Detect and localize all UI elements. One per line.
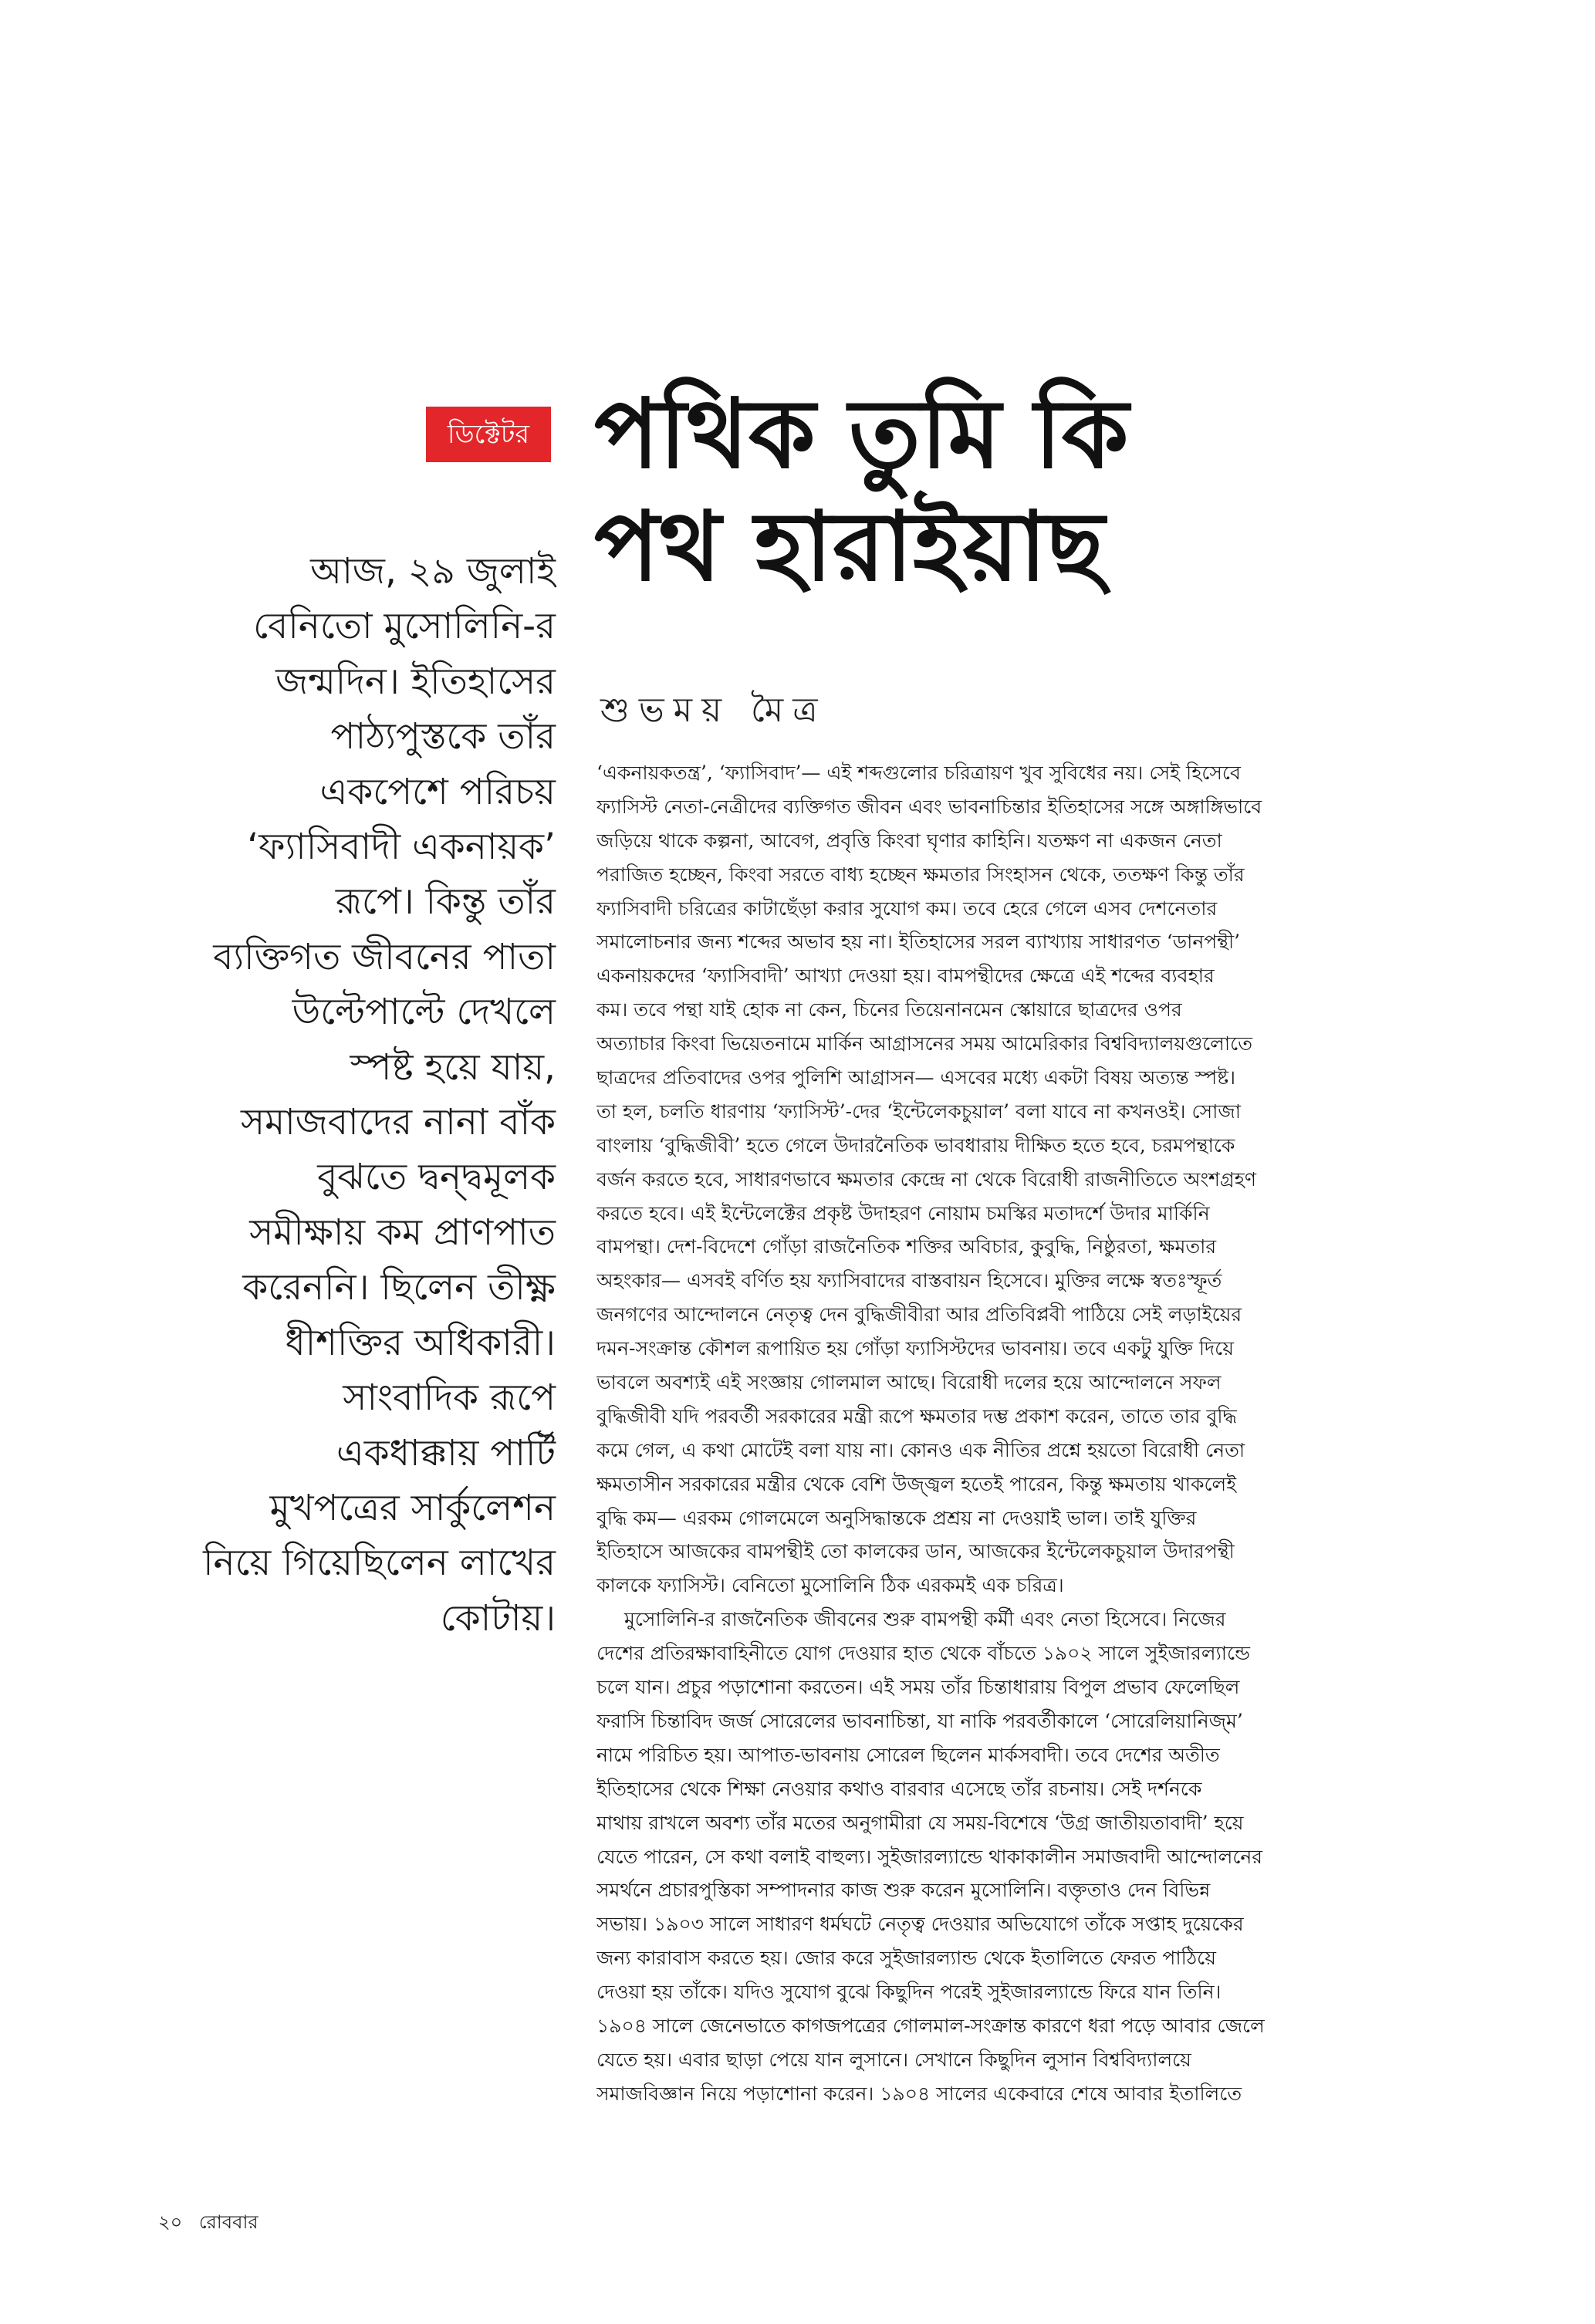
body-line: মুসোলিনি-র রাজনৈতিক জীবনের শুরু বামপন্থী কর্মী এবং নেতা হিসেবে। নিজের xyxy=(624,1608,1226,1631)
body-line: অত্যাচার কিংবা ভিয়েতনামে মার্কিন আগ্রাসনের সময় আমেরিকার বিশ্ববিদ্যালয়গুলোতে xyxy=(596,1032,1252,1056)
body-line: সমালোচনার জন্য শব্দের অভাব হয় না। ইতিহাসের সরল ব্যাখ্যায় সাধারণত ‘ডানপন্থী’ xyxy=(596,931,1241,954)
pull-quote-line: পাঠ্যপুস্তকে তাঁর xyxy=(330,715,556,758)
pull-quote-line: বুঝতে দ্বন্দ্বমূলক xyxy=(317,1156,556,1199)
headline-line-2: পথ হারাইয়াছ xyxy=(594,491,1105,603)
body-line: কম। তবে পন্থা যাই হোক না কেন, চিনের তিয়েনানমেন স্কোয়ারে ছাত্রদের ওপর xyxy=(596,998,1182,1022)
body-line: সভায়। ১৯০৩ সালে সাধারণ ধর্মঘটে নেতৃত্ব দেওয়ার অভিযোগে তাঁকে সপ্তাহ দুয়েকের xyxy=(596,1913,1244,1936)
body-line: পরাজিত হচ্ছেন, কিংবা সরতে বাধ্য হচ্ছেন ক্ষমতার সিংহাসন থেকে, ততক্ষণ কিন্তু তাঁর xyxy=(596,863,1245,886)
body-line: মাথায় রাখলে অবশ্য তাঁর মতের অনুগামীরা যে সময়-বিশেষে ‘উগ্র জাতীয়তাবাদী’ হয়ে xyxy=(596,1811,1244,1834)
body-line: দেওয়া হয় তাঁকে। যদিও সুযোগ বুঝে কিছুদিন পরেই সুইজারল্যান্ডে ফিরে যান তিনি। xyxy=(596,1981,1222,2004)
pull-quote-line: উল্টেপাল্টে দেখলে xyxy=(292,991,556,1034)
pull-quote xyxy=(116,544,556,1646)
headline-line-1: পথিক তুমি কি xyxy=(594,379,1129,490)
body-line: করতে হবে। এই ইন্টেলেক্টের প্রকৃষ্ট উদাহরণ নোয়াম চমস্কির মতাদর্শে উদার মার্কিনি xyxy=(596,1201,1210,1224)
body-line: জড়িয়ে থাকে কল্পনা, আবেগ, প্রবৃত্তি কিংবা ঘৃণার কাহিনি। যতক্ষণ না একজন নেতা xyxy=(596,829,1222,852)
body-line: চলে যান। প্রচুর পড়াশোনা করতেন। এই সময় তাঁর চিন্তাধারায় বিপুল প্রভাব ফেলেছিল xyxy=(596,1676,1240,1699)
pull-quote-line: কোটায়। xyxy=(440,1596,556,1640)
pull-quote-line: ‘ফ্যাসিবাদী একনায়ক’ xyxy=(247,826,556,869)
body-line: অহংকার— এসবই বর্ণিত হয় ফ্যাসিবাদের বাস্তবায়ন হিসেবে। মুক্তির লক্ষে স্বতঃস্ফূর্ত xyxy=(596,1269,1222,1292)
pull-quote-line: একধাক্কায় পার্টি xyxy=(336,1431,556,1474)
body-line: যেতে পারেন, সে কথা বলাই বাহুল্য। সুইজারল্যান্ডে থাকাকালীন সমাজবাদী আন্দোলনের xyxy=(596,1845,1263,1868)
pull-quote-line: সমাজবাদের নানা বাঁক xyxy=(241,1101,556,1144)
pull-quote-line: ব্যক্তিগত জীবনের পাতা xyxy=(213,935,556,978)
body-line: দেশের প্রতিরক্ষাবাহিনীতে যোগ দেওয়ার হাত থেকে বাঁচতে ১৯০২ সালে সুইজারল্যান্ডে xyxy=(596,1642,1251,1665)
body-line: বুদ্ধিজীবী যদি পরবর্তী সরকারের মন্ত্রী রূপে ক্ষমতার দম্ভ প্রকাশ করেন, তাতে তার বুদ্ধি xyxy=(596,1404,1237,1427)
pull-quote-line: বেনিতো মুসোলিনি-র xyxy=(253,605,556,648)
body-line: ভাবলে অবশ্যই এই সংজ্ঞায় গোলমাল আছে। বিরোধী দলের হয়ে আন্দোলনে সফল xyxy=(596,1371,1222,1394)
pull-quote-line: রূপে। কিন্তু তাঁর xyxy=(335,880,556,924)
pull-quote-line: একপেশে পরিচয় xyxy=(319,770,556,813)
body-line: বামপন্থা। দেশ-বিদেশে গোঁড়া রাজনৈতিক শক্তির অবিচার, কুবুদ্ধি, নিষ্ঠুরতা, ক্ষমতার xyxy=(596,1235,1217,1258)
body-line: ফ্যাসিস্ট নেতা-নেত্রীদের ব্যক্তিগত জীবন এবং ভাবনাচিন্তার ইতিহাসের সঙ্গে অঙ্গাঙ্গিভাবে xyxy=(596,795,1262,818)
author-byline: শুভময় মৈত্র xyxy=(600,691,827,730)
body-line: দমন-সংক্রান্ত কৌশল রূপায়িত হয় গোঁড়া ফ্যাসিস্টদের ভাবনায়। তবে একটু যুক্তি দিয়ে xyxy=(596,1337,1234,1360)
headline xyxy=(594,378,1482,603)
body-line: বাংলায় ‘বুদ্ধিজীবী’ হতে গেলে উদারনৈতিক ভাবধারায় দীক্ষিত হতে হবে, চরমপন্থাকে xyxy=(596,1133,1235,1157)
page-number: ২০ xyxy=(158,2211,183,2233)
body-line: ইতিহাসের থেকে শিক্ষা নেওয়ার কথাও বারবার এসেছে তাঁর রচনায়। সেই দর্শনকে xyxy=(596,1777,1202,1800)
body-line: ফরাসি চিন্তাবিদ জর্জ সোরেলের ভাবনাচিন্তা, যা নাকি পরবর্তীকালে ‘সোরেলিয়ানিজ্‌ম’ xyxy=(596,1709,1243,1732)
section-tag: ডিক্টেটর xyxy=(426,407,551,462)
body-line: বর্জন করতে হবে, সাধারণভাবে ক্ষমতার কেন্দ্রে না থেকে বিরোধী রাজনীতিতে অংশগ্রহণ xyxy=(596,1167,1256,1191)
body-line: ইতিহাসে আজকের বামপন্থীই তো কালকের ডান, আজকের ইন্টেলেকচুয়াল উদারপন্থী xyxy=(596,1540,1235,1563)
body-line: ‘একনায়কতন্ত্র’, ‘ফ্যাসিবাদ’— এই শব্দগুলোর চরিত্রায়ণ খুব সুবিধের নয়। সেই হিসেবে xyxy=(596,762,1241,784)
article-body xyxy=(596,756,1449,2111)
body-line: একনায়কদের ‘ফ্যাসিবাদী’ আখ্যা দেওয়া হয়। বামপন্থীদের ক্ষেত্রে এই শব্দের ব্যবহার xyxy=(596,964,1215,988)
pull-quote-line: আজ, ২৯ জুলাই xyxy=(310,550,556,593)
pull-quote-line: করেননি। ছিলেন তীক্ষ্ণ xyxy=(242,1266,556,1309)
body-line: কমে গেল, এ কথা মোটেই বলা যায় না। কোনও এক নীতির প্রশ্নে হয়তো বিরোধী নেতা xyxy=(596,1438,1245,1461)
pull-quote-line: নিয়ে গিয়েছিলেন লাখের xyxy=(203,1542,556,1585)
body-line: ১৯০৪ সালে জেনেভাতে কাগজপত্রের গোলমাল-সংক্রান্ত কারণে ধরা পড়ে আবার জেলে xyxy=(596,2014,1265,2037)
body-line: যেতে হয়। এবার ছাড়া পেয়ে যান লুসানে। সেখানে কিছুদিন লুসান বিশ্ববিদ্যালয়ে xyxy=(596,2048,1191,2071)
body-line: সমর্থনে প্রচারপুস্তিকা সম্পাদনার কাজ শুরু করেন মুসোলিনি। বক্তৃতাও দেন বিভিন্ন xyxy=(596,1879,1211,1902)
body-line: ফ্যাসিবাদী চরিত্রের কাটাছেঁড়া করার সুযোগ কম। তবে হেরে গেলে এসব দেশনেতার xyxy=(596,897,1218,920)
pull-quote-line: সাংবাদিক রূপে xyxy=(343,1376,556,1420)
body-line: নামে পরিচিত হয়। আপাত-ভাবনায় সোরেল ছিলেন মার্কসবাদী। তবে দেশের অতীত xyxy=(596,1743,1220,1766)
publication-name: রোববার xyxy=(198,2211,259,2233)
pull-quote-line: স্পষ্ট হয়ে যায়, xyxy=(350,1045,556,1089)
body-line: ছাত্রদের প্রতিবাদের ওপর পুলিশি আগ্রাসন— এসবের মধ্যে একটা বিষয় অত্যন্ত স্পষ্ট। xyxy=(596,1066,1236,1089)
body-line: বুদ্ধি কম— এরকম গোলমেলে অনুসিদ্ধান্তকে প্রশ্রয় না দেওয়াই ভাল। তাই যুক্তির xyxy=(596,1506,1197,1529)
body-line: তা হল, চলতি ধারণায় ‘ফ্যাসিস্ট’-দের ‘ইন্টেলেকচুয়াল’ বলা যাবে না কখনওই। সোজা xyxy=(596,1100,1241,1123)
pull-quote-line: সমীক্ষায় কম প্রাণপাত xyxy=(249,1211,556,1254)
body-line: কালকে ফ্যাসিস্ট। বেনিতো মুসোলিনি ঠিক এরকমই এক চরিত্র। xyxy=(596,1574,1064,1597)
pull-quote-line: মুখপত্রের সার্কুলেশন xyxy=(269,1486,556,1529)
page-footer xyxy=(158,2208,269,2239)
body-line: জনগণের আন্দোলনে নেতৃত্ব দেন বুদ্ধিজীবীরা আর প্রতিবিপ্লবী পাঠিয়ে সেই লড়াইয়ের xyxy=(596,1303,1242,1326)
pull-quote-line: ধীশক্তির অধিকারী। xyxy=(285,1321,556,1364)
body-line: সমাজবিজ্ঞান নিয়ে পড়াশোনা করেন। ১৯০৪ সালের একেবারে শেষে আবার ইতালিতে xyxy=(596,2082,1242,2105)
body-line: ক্ষমতাসীন সরকারের মন্ত্রীর থেকে বেশি উজ্জ্বল হতেই পারেন, কিন্তু ক্ষমতায় থাকলেই xyxy=(596,1472,1237,1495)
pull-quote-line: জন্মদিন। ইতিহাসের xyxy=(275,660,556,703)
body-line: জন্য কারাবাস করতে হয়। জোর করে সুইজারল্যান্ড থেকে ইতালিতে ফেরত পাঠিয়ে xyxy=(596,1947,1216,1970)
